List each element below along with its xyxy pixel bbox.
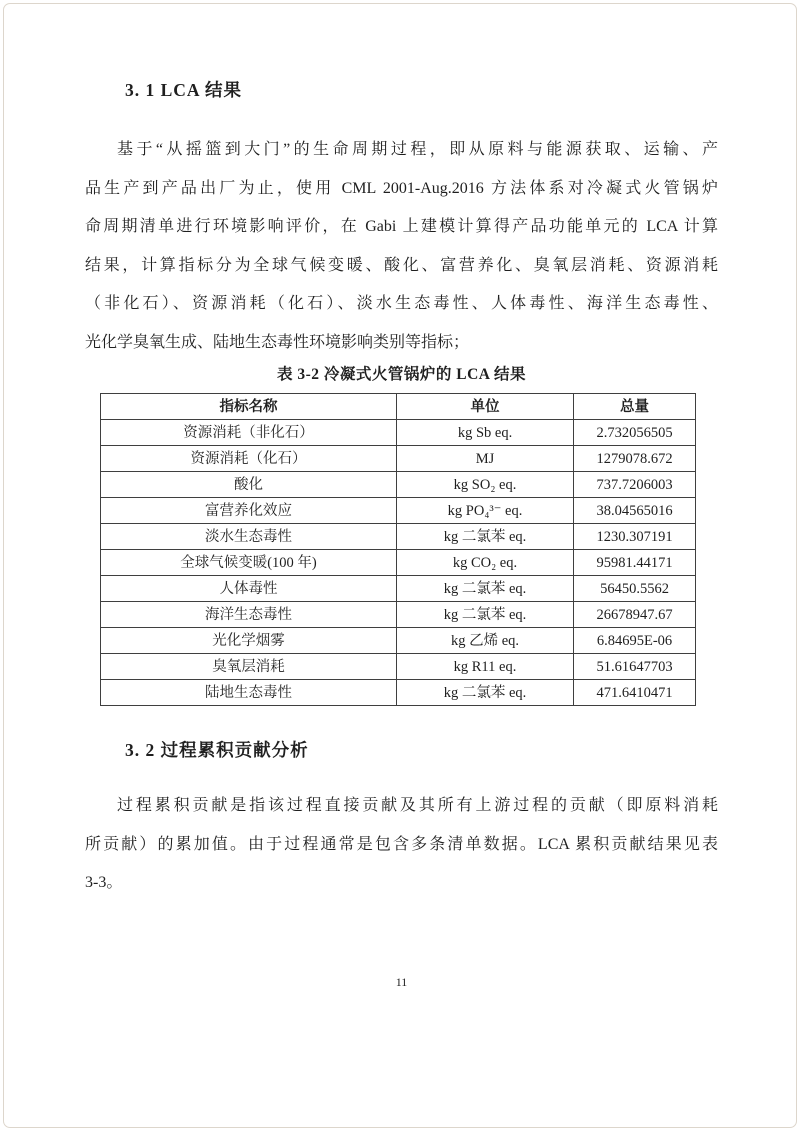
unit-cell: kg R11 eq. [397, 654, 574, 680]
table-row [101, 550, 696, 576]
paragraph-line: 结果，计算指标分为全球气候变暖、酸化、富营养化、臭氧层消耗、资源消耗 [85, 256, 718, 274]
paragraph-line: 过程累积贡献是指该过程直接贡献及其所有上游过程的贡献（即原料消耗 [117, 797, 718, 814]
indicator-cell: 酸化 [101, 472, 397, 498]
table-row [101, 524, 696, 550]
table-row [101, 498, 696, 524]
unit-cell: kg 乙烯 eq. [397, 628, 574, 654]
paragraph-line: 所贡献）的累加值。由于过程通常是包含多条清单数据。LCA 累积贡献结果见表 [85, 835, 718, 853]
total-cell: 51.61647703 [574, 654, 696, 680]
indicator-cell: 全球气候变暖(100 年) [101, 550, 397, 576]
unit-cell: kg PO₄³⁻ eq. [397, 498, 574, 524]
total-cell: 737.7206003 [574, 472, 696, 498]
section-3-1-heading: 3. 1 LCA 结果 [125, 80, 242, 100]
paragraph-line: 基于“从摇篮到大门”的生命周期过程，即从原料与能源获取、运输、产 [117, 141, 718, 158]
unit-cell: kg 二氯苯 eq. [397, 524, 574, 550]
indicator-cell: 淡水生态毒性 [101, 524, 397, 550]
table-row [101, 680, 696, 706]
total-cell: 471.6410471 [574, 680, 696, 706]
total-cell: 38.04565016 [574, 498, 696, 524]
paragraph-line: 命周期清单进行环境影响评价，在 Gabi 上建模计算得产品功能单元的 LCA 计算 [85, 218, 718, 235]
table-row [101, 472, 696, 498]
lca-results-table [100, 393, 696, 706]
total-cell: 26678947.67 [574, 602, 696, 628]
total-cell: 1230.307191 [574, 524, 696, 550]
table-row [101, 602, 696, 628]
unit-cell: MJ [397, 446, 574, 472]
table-row [101, 576, 696, 602]
total-cell: 1279078.672 [574, 446, 696, 472]
column-header-total: 总量 [574, 394, 696, 420]
indicator-cell: 资源消耗（化石） [101, 446, 397, 472]
indicator-cell: 陆地生态毒性 [101, 680, 397, 706]
unit-cell: kg CO₂ eq. [397, 550, 574, 576]
unit-cell: kg Sb eq. [397, 420, 574, 446]
total-cell: 6.84695E-06 [574, 628, 696, 654]
paragraph-line: 品生产到产品出厂为止，使用 CML 2001-Aug.2016 方法体系对冷凝式火管锅炉 [85, 179, 718, 197]
table-row [101, 628, 696, 654]
section-3-2-heading: 3. 2 过程累积贡献分析 [125, 740, 309, 760]
paragraph-line: （非化石）、资源消耗（化石）、淡水生态毒性、人体毒性、海洋生态毒性、 [85, 295, 718, 312]
page-content [4, 77, 796, 991]
table-caption: 表 3-2 冷凝式火管锅炉的 LCA 结果 [276, 366, 527, 383]
paragraph-lca-results [85, 131, 718, 362]
indicator-cell: 人体毒性 [101, 576, 397, 602]
indicator-cell: 富营养化效应 [101, 498, 397, 524]
unit-cell: kg 二氯苯 eq. [397, 576, 574, 602]
table-row [101, 446, 696, 472]
unit-cell: kg 二氯苯 eq. [397, 680, 574, 706]
total-cell: 95981.44171 [574, 550, 696, 576]
column-header-indicator: 指标名称 [101, 394, 397, 420]
document-page [3, 3, 797, 1128]
table-header-row [101, 394, 696, 420]
indicator-cell: 海洋生态毒性 [101, 602, 397, 628]
indicator-cell: 臭氧层消耗 [101, 654, 397, 680]
indicator-cell: 资源消耗（非化石） [101, 420, 397, 446]
unit-cell: kg 二氯苯 eq. [397, 602, 574, 628]
unit-cell: kg SO₂ eq. [397, 472, 574, 498]
table-row [101, 654, 696, 680]
column-header-unit: 单位 [397, 394, 574, 420]
paragraph-line: 光化学臭氧生成、陆地生态毒性环境影响类别等指标； [85, 333, 470, 351]
page-number: 11 [395, 974, 408, 989]
paragraph-cumulative-contribution [85, 787, 718, 903]
table-row [101, 420, 696, 446]
total-cell: 2.732056505 [574, 420, 696, 446]
paragraph-line: 3-3。 [85, 874, 123, 891]
indicator-cell: 光化学烟雾 [101, 628, 397, 654]
total-cell: 56450.5562 [574, 576, 696, 602]
